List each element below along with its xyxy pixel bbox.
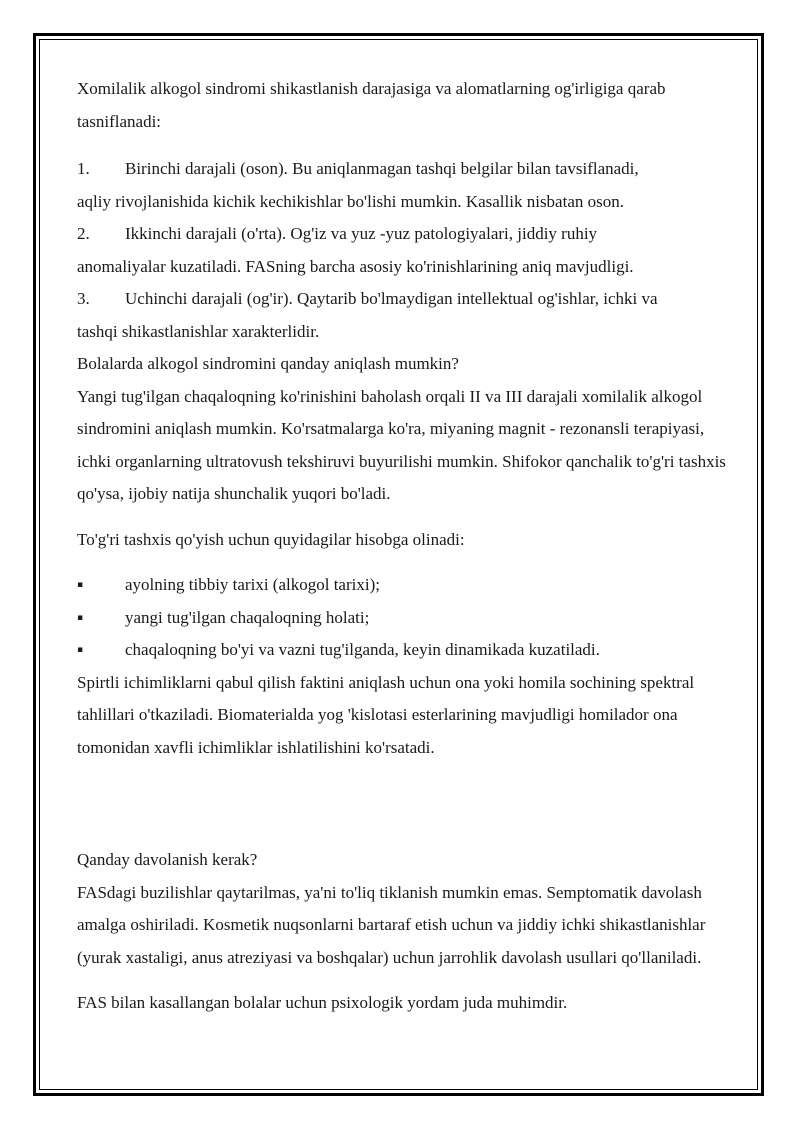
bullet-marker-icon: ▪ — [77, 612, 84, 623]
list-item-head: Ikkinchi darajali (o'rta). Og'iz va yuz -yuz patologiyalari, jiddiy ruhiy — [125, 224, 598, 243]
bullet-text: chaqaloqning bo'yi va vazni tug'ilganda, keyin dinamikada kuzatiladi. — [125, 640, 600, 659]
bullet-item — [77, 634, 727, 667]
list-item-degree-3 — [77, 283, 727, 348]
psych-paragraph: FAS bilan kasallangan bolalar uchun psixologik yordam juda muhimdir. — [77, 993, 568, 1012]
bullet-text: yangi tug'ilgan chaqaloqning holati; — [125, 607, 370, 627]
question-treat: Qanday davolanish kerak? — [77, 850, 258, 869]
document-body — [77, 73, 727, 1020]
list-number: 2. — [77, 224, 90, 243]
bullet-marker-icon: ▪ — [77, 645, 84, 655]
list-item-rest: aqliy rivojlanishida kichik kechikishlar bo'lishi mumkin. Kasallik nisbatan oson. — [77, 191, 624, 211]
list-item-head: Uchinchi darajali (og'ir). Qaytarib bo'lmaydigan intellektual og'ishlar, ichki va — [125, 289, 658, 308]
list-number: 1. — [77, 159, 90, 178]
treat-paragraph: FASdagi buzilishlar qaytarilmas, ya'ni to'liq tiklanish mumkin emas. Semptomatik davolash amalga oshiriladi. Kosmetik nuqsonlarni bartaraf etish uchun va jiddiy ichki shikastlanishlar (yurak xastaligi, anus atreziyasi va boshqalar) uchun jarrohlik davolash usullari qo'llaniladi. — [77, 882, 706, 967]
question-detect: Bolalarda alkogol sindromini qanday aniqlash mumkin? — [77, 354, 459, 373]
bullet-item — [77, 569, 727, 602]
bullet-text: ayolning tibbiy tarixi (alkogol tarixi); — [125, 575, 380, 594]
list-item-degree-1 — [77, 153, 727, 218]
detect-paragraph: Yangi tug'ilgan chaqaloqning ko'rinishini baholash orqali II va III darajali xomilalik alkogol sindromini aniqlash mumkin. Ko'rsatmalarga ko'ra, miyaning magnit - rezonansli terapiyasi, ichki organlarning ultratovush tekshiruvi buyurilishi mumkin. Shifokor qanchalik to'g'ri tashxis qo'ysa, ijobiy natija shunchalik yuqori bo'ladi. — [77, 386, 726, 503]
bullet-item — [77, 602, 727, 635]
list-number: 3. — [77, 289, 90, 308]
list-item-rest: anomaliyalar kuzatiladi. FASning barcha asosiy ko'rinishlarining aniq mavjudligi. — [77, 256, 634, 276]
diagnosis-intro: To'g'ri tashxis qo'yish uchun quyidagilar hisobga olinadi: — [77, 529, 465, 549]
bullet-marker-icon: ▪ — [77, 580, 84, 590]
list-item-rest: tashqi shikastlanishlar xarakterlidir. — [77, 321, 320, 341]
intro-paragraph: Xomilalik alkogol sindromi shikastlanish darajasiga va alomatlarning og'irligiga qarab tasniflanadi: — [77, 79, 666, 131]
list-item-degree-2 — [77, 218, 727, 283]
spectral-paragraph: Spirtli ichimliklarni qabul qilish faktini aniqlash uchun ona yoki homila sochining spektral tahlillari o'tkaziladi. Biomaterialda yog 'kislotasi esterlarining mavjudligi homilador ona tomonidan xavfli ichimliklar ishlatilishini ko'rsatadi. — [77, 672, 695, 757]
list-item-head: Birinchi darajali (oson). Bu aniqlanmagan tashqi belgilar bilan tavsiflanadi, — [125, 159, 639, 178]
